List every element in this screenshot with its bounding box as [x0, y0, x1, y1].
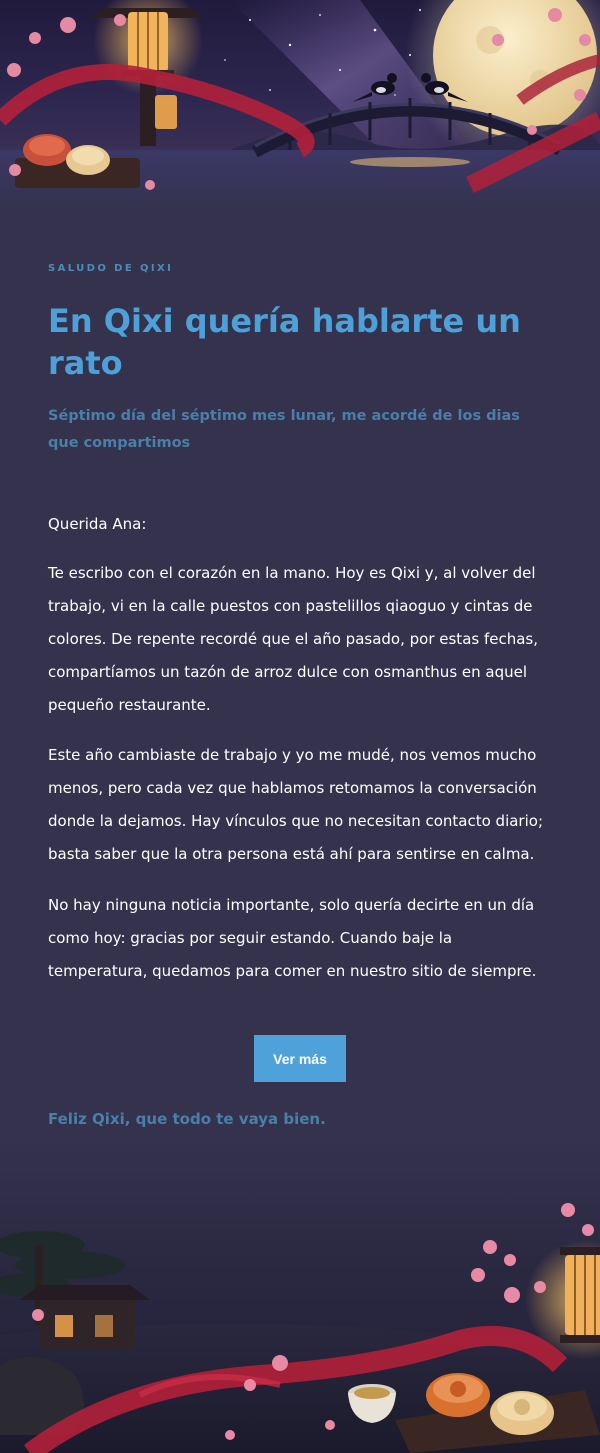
hero-illustration-top [0, 0, 600, 215]
subtitle: Séptimo día del séptimo mes lunar, me acordé de los dias que compartimos [48, 408, 520, 451]
letter-paragraph-3: No hay ninguna noticia importante, solo quería decirte en un día como hoy: gracias por seguir estando. Cuando baje la temperatura, quedamos para comer en nuestro sitio de siempre. [48, 896, 537, 980]
page-title: En Qixi quería hablarte un rato [48, 302, 521, 382]
closing-line: Feliz Qixi, que todo te vaya bien. [48, 1110, 326, 1128]
mooncake-icon [15, 134, 140, 188]
garden-scene [0, 1135, 600, 1453]
eyebrow-label: SALUDO DE QIXI [48, 263, 174, 274]
letter-greeting: Querida Ana: [48, 515, 147, 533]
night-sky-scene [0, 0, 600, 215]
letter-paragraph-1: Te escribo con el corazón en la mano. Hoy es Qixi y, al volver del trabajo, vi en la calle puestos con pastelillos qiaoguo y cintas de colores. De repente recordé que el año pasado, por estas fechas, compartíamos un tazón de arroz dulce con osmanthus en aquel pequeño restaurante. [48, 564, 539, 714]
see-more-button[interactable]: Ver más [254, 1035, 346, 1082]
hero-illustration-bottom [0, 1135, 600, 1453]
letter-paragraph-2: Este año cambiaste de trabajo y yo me mudé, nos vemos mucho menos, pero cada vez que hablamos retomamos la conversación donde la dejamos. Hay vínculos que no necesitan contacto diario; basta saber que la otra persona está ahí para sentirse en calma. [48, 746, 543, 863]
